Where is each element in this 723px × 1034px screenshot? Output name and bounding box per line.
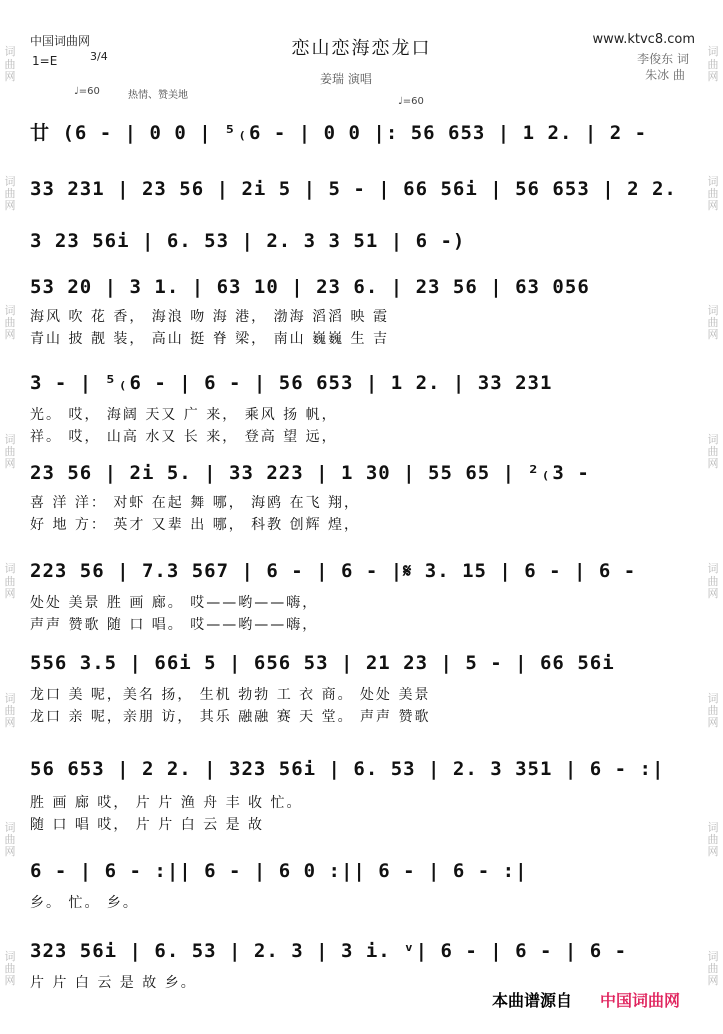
score-row-10: 6 - | 6 - :|| 6 - | 6 0 :|| 6 - | 6 - :| xyxy=(30,860,528,882)
lyric-row-9b: 随 口 唱 哎， 片 片 白 云 是 故 xyxy=(30,817,265,833)
key-signature: 1=E xyxy=(32,54,58,68)
lyric-row-8b: 龙口 亲 呢，亲朋 访， 其乐 融融 赛 天 堂。 声声 赞歌 xyxy=(30,709,431,725)
footer-brand-text: 中国词曲网 xyxy=(600,991,681,1010)
site-url: www.ktvc8.com xyxy=(592,32,695,47)
composer: 朱冰 曲 xyxy=(645,68,685,82)
site-name: 中国词曲网 xyxy=(30,34,91,48)
tempo-marking: ♩=60 xyxy=(74,86,100,97)
score-row-5: 3 - | ⁵₍6 - | 6 - | 56 653 | 1 2. | 33 231 xyxy=(30,372,553,394)
score-row-8: 556 3.5 | 66i 5 | 656 53 | 21 23 | 5 - | 66 56i xyxy=(30,652,615,674)
footer-credit-text: 本曲谱源自 xyxy=(492,991,573,1010)
score-row-11: 323 56i | 6. 53 | 2. 3 | 3 i. ᵛ| 6 - | 6 - | 6 - xyxy=(30,940,628,962)
lyric-row-5b: 祥。 哎， 山高 水又 长 来， 登高 望 远， xyxy=(30,429,338,445)
score-row-2: 33 231 | 23 56 | 2i 5 | 5 - | 66 56i | 56 653 | 2 2. xyxy=(30,178,677,200)
expression-marking: 热情、赞美地 xyxy=(128,90,188,101)
score-row-1: 廿 (6 - | 0 0 | ⁵₍6 - | 0 0 |: 56 653 | 1 2. | 2 - xyxy=(30,122,648,144)
singer: 姜瑞 演唱 xyxy=(320,72,372,86)
lyric-row-8a: 龙口 美 呢，美名 扬， 生机 勃勃 工 衣 商。 处处 美景 xyxy=(30,687,431,703)
side-watermark-left: 词 曲 网 词 曲 网 词 曲 网 词 曲 网 词 曲 网 词 曲 网 词 曲 网 词 曲 网 xyxy=(4,45,16,988)
lyric-row-7a: 处处 美景 胜 画 廊。 哎——哟——嗨， xyxy=(30,595,319,611)
lyric-row-4a: 海风 吹 花 香， 海浪 吻 海 港， 渤海 滔滔 映 霞 xyxy=(30,309,389,325)
lyric-row-6a: 喜 洋 洋： 对虾 在起 舞 哪， 海鸥 在飞 翔， xyxy=(30,495,361,511)
time-signature: 3/4 xyxy=(90,50,108,63)
lyricist: 李俊东 词 xyxy=(637,52,689,66)
lyric-row-10a: 乡。 忙。 乡。 xyxy=(30,895,139,911)
page-title: 恋山恋海恋龙口 xyxy=(291,38,432,59)
footer-brand xyxy=(600,988,680,1011)
lyric-row-5a: 光。 哎， 海阔 天又 广 来， 乘风 扬 帆， xyxy=(30,407,338,423)
footer-credit xyxy=(492,988,572,1011)
tempo-marking-2: ♩=60 xyxy=(398,96,424,107)
lyric-row-9a: 胜 画 廊 哎， 片 片 渔 舟 丰 收 忙。 xyxy=(30,795,303,811)
lyric-row-6b: 好 地 方： 英才 又辈 出 哪， 科教 创辉 煌， xyxy=(30,517,361,533)
score-row-9: 56 653 | 2 2. | 323 56i | 6. 53 | 2. 3 351 | 6 - :| xyxy=(30,758,665,780)
lyric-row-11a: 片 片 白 云 是 故 乡。 xyxy=(30,975,197,991)
side-watermark-right: 词 曲 网 词 曲 网 词 曲 网 词 曲 网 词 曲 网 词 曲 网 词 曲 网 词 曲 网 xyxy=(707,45,719,988)
lyric-row-7b: 声声 赞歌 随 口 唱。 哎——哟——嗨， xyxy=(30,617,319,633)
score-row-4: 53 20 | 3 1. | 63 10 | 23 6. | 23 56 | 63 056 xyxy=(30,276,590,298)
score-row-3: 3 23 56i | 6. 53 | 2. 3 3 51 | 6 -) xyxy=(30,230,466,252)
score-row-7: 223 56 | 7.3 567 | 6 - | 6 - |𝄋 3. 15 | 6 - | 6 - xyxy=(30,560,637,582)
lyric-row-4b: 青山 披 靓 装， 高山 挺 脊 梁， 南山 巍巍 生 吉 xyxy=(30,331,389,347)
score-row-6: 23 56 | 2i 5. | 33 223 | 1 30 | 55 65 | ²₍3 - xyxy=(30,462,590,484)
